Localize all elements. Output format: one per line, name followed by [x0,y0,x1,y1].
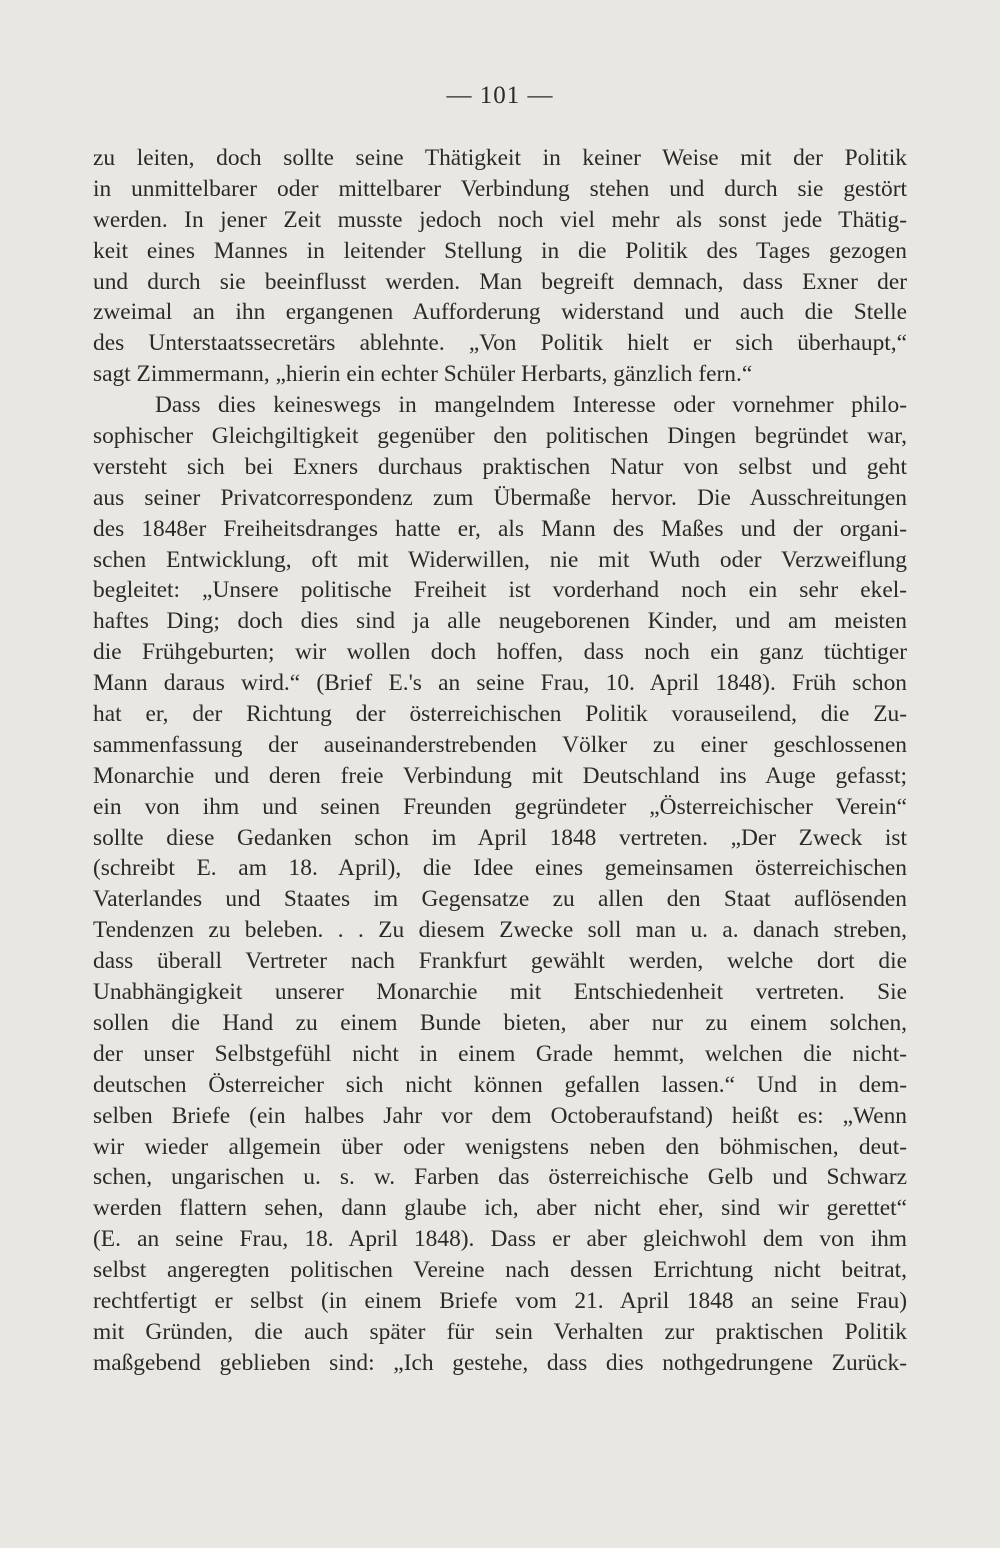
text-line: zweimal an ihn ergangenen Aufforderung widerstand und auch die Stelle [93,299,907,326]
text-line: und durch sie beeinflusst werden. Man begreift demnach, dass Exner der [93,268,907,295]
text-line: selbst angeregten politischen Vereine nach dessen Errichtung nicht beitrat, [93,1257,907,1284]
text-line: sagt Zimmermann, „hierin ein echter Schüler Herbarts, gänzlich fern.“ [93,361,753,388]
text-line: aus seiner Privatcorrespondenz zum Übermaße hervor. Die Ausschreitungen [93,484,907,511]
text-line: Unabhängigkeit unserer Monarchie mit Entschiedenheit vertreten. Sie [93,979,907,1006]
text-line: (E. an seine Frau, 18. April 1848). Dass er aber gleichwohl dem von ihm [93,1226,907,1253]
text-line: schen, ungarischen u. s. w. Farben das österreichische Gelb und Schwarz [93,1164,907,1191]
text-line: begleitet: „Unsere politische Freiheit ist vorderhand noch ein sehr ekel- [93,577,907,604]
text-line: in unmittelbarer oder mittelbarer Verbindung stehen und durch sie gestört [93,175,907,202]
text-line: Tendenzen zu beleben. . . Zu diesem Zwecke soll man u. a. danach streben, [93,917,907,944]
text-line: keit eines Mannes in leitender Stellung in die Politik des Tages gezogen [93,237,907,264]
text-line: Dass dies keineswegs in mangelndem Interesse oder vornehmer philo- [155,392,907,419]
text-line: des Unterstaatssecretärs ablehnte. „Von Politik hielt er sich überhaupt,“ [93,330,907,357]
text-line: Mann daraus wird.“ (Brief E.'s an seine Frau, 10. April 1848). Früh schon [93,670,907,697]
text-line: hat er, der Richtung der österreichischen Politik vorauseilend, die Zu- [93,701,907,728]
text-line: Vaterlandes und Staates im Gegensatze zu allen den Staat auflösenden [93,886,907,913]
text-line: Monarchie und deren freie Verbindung mit Deutschland ins Auge gefasst; [93,762,907,789]
body-text [93,143,907,1379]
text-line: sammenfassung der auseinanderstrebenden Völker zu einer geschlossenen [93,731,907,758]
text-line: werden. In jener Zeit musste jedoch noch viel mehr als sonst jede Thätig- [93,206,907,233]
text-line: wir wieder allgemein über oder wenigstens neben den böhmischen, deut- [93,1133,907,1160]
text-line: mit Gründen, die auch später für sein Verhalten zur praktischen Politik [93,1318,907,1345]
text-line: der unser Selbstgefühl nicht in einem Grade hemmt, welchen die nicht- [93,1040,907,1067]
text-line: sophischer Gleichgiltigkeit gegenüber den politischen Dingen begründet war, [93,423,907,450]
text-line: (schreibt E. am 18. April), die Idee eines gemeinsamen österreichischen [93,855,907,882]
text-line: rechtfertigt er selbst (in einem Briefe vom 21. April 1848 an seine Frau) [93,1287,907,1314]
text-line: haftes Ding; doch dies sind ja alle neugeborenen Kinder, und am meisten [93,608,907,635]
text-line: deutschen Österreicher sich nicht können gefallen lassen.“ Und in dem- [93,1071,907,1098]
text-line: sollte diese Gedanken schon im April 1848 vertreten. „Der Zweck ist [93,824,907,851]
text-line: ein von ihm und seinen Freunden gegründeter „Österreichischer Verein“ [93,793,907,820]
text-line: versteht sich bei Exners durchaus praktischen Natur von selbst und geht [93,453,907,480]
text-line: zu leiten, doch sollte seine Thätigkeit in keiner Weise mit der Politik [93,145,907,171]
text-line: schen Entwicklung, oft mit Widerwillen, nie mit Wuth oder Verzweiflung [93,546,907,573]
page-number-header: — 101 — [446,82,554,109]
text-line: maßgebend geblieben sind: „Ich gestehe, dass dies nothgedrungene Zurück- [93,1349,907,1376]
text-line: selben Briefe (ein halbes Jahr vor dem Octoberaufstand) heißt es: „Wenn [93,1102,907,1129]
text-line: dass überall Vertreter nach Frankfurt gewählt werden, welche dort die [93,948,907,975]
text-line: werden flattern sehen, dann glaube ich, aber nicht eher, sind wir gerettet“ [93,1195,907,1222]
text-line: die Frühgeburten; wir wollen doch hoffen, dass noch ein ganz tüchtiger [93,639,907,666]
text-line: sollen die Hand zu einem Bunde bieten, aber nur zu einem solchen, [93,1009,907,1036]
text-line: des 1848er Freiheitsdranges hatte er, als Mann des Maßes und der organi- [93,515,907,542]
